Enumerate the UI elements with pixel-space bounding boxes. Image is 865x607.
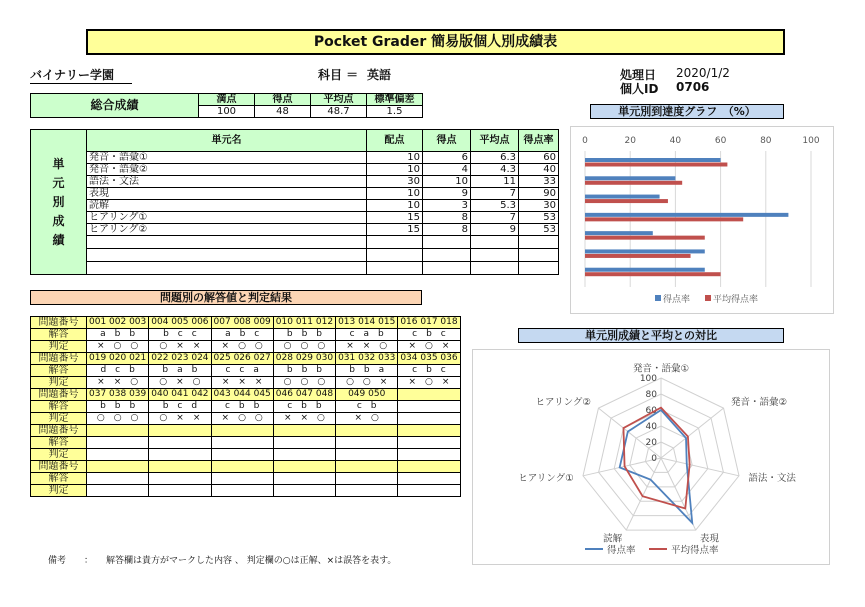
answer-row-label: 問題番号 xyxy=(31,461,87,473)
answer-row-answers xyxy=(31,437,461,449)
answer-cell: c a b xyxy=(336,329,398,341)
summary-row-label: 総合成績 xyxy=(31,94,199,118)
answer-cell xyxy=(149,449,211,461)
unit-cell: 7 xyxy=(471,212,519,224)
answer-row-label: 問題番号 xyxy=(31,389,87,401)
unit-cell: 10 xyxy=(423,176,471,188)
answer-cell: 022 023 024 xyxy=(149,353,211,365)
answers-table xyxy=(30,316,461,497)
answer-cell xyxy=(273,473,335,485)
answer-cell xyxy=(336,425,398,437)
unit-cell xyxy=(87,249,367,262)
unit-header: 得点 xyxy=(423,130,471,152)
answer-row-judges xyxy=(31,485,461,497)
unit-cell xyxy=(367,236,423,249)
radar-chart xyxy=(473,350,829,564)
answer-cell: b c d xyxy=(149,401,211,413)
unit-cell: 7 xyxy=(471,188,519,200)
answer-row-answers xyxy=(31,401,461,413)
unit-cell: 8 xyxy=(423,224,471,236)
summary-header: 平均点 xyxy=(311,94,367,106)
answer-cell xyxy=(87,425,149,437)
answer-cell: ○ × × xyxy=(149,413,211,425)
answer-row-judges xyxy=(31,377,461,389)
unit-side-label xyxy=(31,130,87,275)
answer-cell: b a b xyxy=(149,365,211,377)
answer-cell: × × ○ xyxy=(273,413,335,425)
answer-cell: × × ○ xyxy=(87,377,149,389)
answer-cell xyxy=(398,401,460,413)
id-label: 個人ID xyxy=(620,82,659,96)
answer-cell: 049 050 xyxy=(336,389,398,401)
summary-header: 得点 xyxy=(255,94,311,106)
unit-cell: 10 xyxy=(367,188,423,200)
unit-cell: 53 xyxy=(519,212,559,224)
answer-cell: c b c xyxy=(398,329,460,341)
answer-cell xyxy=(87,461,149,473)
answer-cell: ○ ○ ○ xyxy=(273,341,335,353)
answer-cell: 031 032 033 xyxy=(336,353,398,365)
unit-cell: 読解 xyxy=(87,200,367,212)
answer-cell xyxy=(398,449,460,461)
radar-category-label: ヒアリング② xyxy=(535,397,591,409)
unit-cell: 5.3 xyxy=(471,200,519,212)
radar-chart-title: 単元別成績と平均との対比 xyxy=(518,328,784,343)
answer-row-label: 問題番号 xyxy=(31,317,87,329)
bar-rate xyxy=(585,176,675,180)
radar-category-label: 発音・語彙① xyxy=(632,363,690,375)
unit-side-char: 単 xyxy=(52,156,65,171)
answer-row-qnums xyxy=(31,425,461,437)
unit-cell: 30 xyxy=(519,200,559,212)
bar-tick-label: 80 xyxy=(760,136,772,146)
bar-rate xyxy=(585,195,660,199)
answer-cell: × ○ xyxy=(336,413,398,425)
answer-cell: 040 041 042 xyxy=(149,389,211,401)
unit-side-char: 別 xyxy=(52,194,65,209)
unit-cell: 30 xyxy=(367,176,423,188)
answer-cell: c b b xyxy=(211,401,273,413)
answer-cell: b b b xyxy=(273,365,335,377)
answer-row-judges xyxy=(31,413,461,425)
unit-cell: 語法・文法 xyxy=(87,176,367,188)
unit-cell: 11 xyxy=(471,176,519,188)
unit-table xyxy=(30,129,559,275)
answer-cell xyxy=(149,473,211,485)
unit-cell xyxy=(471,236,519,249)
summary-value: 48 xyxy=(255,106,311,118)
radar-chart-box xyxy=(472,349,830,565)
answer-cell: ○ ○ ○ xyxy=(273,377,335,389)
id-value: 0706 xyxy=(676,80,710,94)
unit-cell: ヒアリング② xyxy=(87,224,367,236)
bar-chart-box xyxy=(570,126,834,314)
table-row xyxy=(31,152,559,164)
answer-cell xyxy=(398,461,460,473)
answer-cell: ○ ○ × xyxy=(336,377,398,389)
answer-cell: b b b xyxy=(273,329,335,341)
bar-rate xyxy=(585,249,705,253)
unit-cell xyxy=(87,236,367,249)
answer-cell xyxy=(211,485,273,497)
unit-cell: 10 xyxy=(367,152,423,164)
bar-tick-label: 100 xyxy=(802,136,820,146)
bar-rate xyxy=(585,158,721,162)
summary-table xyxy=(30,93,423,118)
answer-cell: × ○ ○ xyxy=(211,413,273,425)
table-row xyxy=(31,188,559,200)
unit-header: 得点率 xyxy=(519,130,559,152)
answer-row-label: 解答 xyxy=(31,401,87,413)
report-title: Pocket Grader 簡易版個人別成績表 xyxy=(86,29,785,55)
bar-avg xyxy=(585,217,743,221)
unit-cell: 3 xyxy=(423,200,471,212)
summary-header: 満点 xyxy=(199,94,255,106)
answer-cell xyxy=(211,449,273,461)
answer-cell: 034 035 036 xyxy=(398,353,460,365)
answer-cell: × ○ × xyxy=(398,341,460,353)
answer-cell: b b b xyxy=(87,401,149,413)
unit-cell xyxy=(367,249,423,262)
legend-label: 平均得点率 xyxy=(671,545,719,556)
unit-cell: 53 xyxy=(519,224,559,236)
radar-tick-label: 40 xyxy=(645,422,657,432)
unit-cell xyxy=(471,249,519,262)
unit-cell: 9 xyxy=(423,188,471,200)
answer-row-qnums xyxy=(31,353,461,365)
answer-cell: 037 038 039 xyxy=(87,389,149,401)
bar-rate xyxy=(585,231,653,235)
bar-rate xyxy=(585,268,705,272)
note-text: 解答欄は貴方がマークした内容 、 判定欄の○は正解、×は誤答を表す。 xyxy=(106,556,397,566)
answer-cell: c b c xyxy=(398,365,460,377)
answer-cell: ○ × × xyxy=(149,341,211,353)
answer-row-judges xyxy=(31,341,461,353)
answer-cell xyxy=(398,485,460,497)
unit-cell: 4 xyxy=(423,164,471,176)
unit-side-char: 元 xyxy=(52,175,65,190)
answer-cell xyxy=(149,425,211,437)
table-row xyxy=(31,212,559,224)
bar-tick-label: 0 xyxy=(582,136,588,146)
unit-cell: 90 xyxy=(519,188,559,200)
answer-cell: 043 044 045 xyxy=(211,389,273,401)
legend-label: 得点率 xyxy=(663,295,691,305)
answer-row-label: 解答 xyxy=(31,437,87,449)
unit-cell xyxy=(471,262,519,275)
answer-cell: 004 005 006 xyxy=(149,317,211,329)
bar-chart-title: 単元別到達度グラフ （%） xyxy=(590,104,784,119)
answer-cell: 028 029 030 xyxy=(273,353,335,365)
bar-tick-label: 20 xyxy=(624,136,636,146)
answer-cell: 007 008 009 xyxy=(211,317,273,329)
unit-header-row xyxy=(31,130,559,152)
answer-cell: × ○ × xyxy=(398,377,460,389)
answer-cell xyxy=(273,461,335,473)
answer-cell: 013 014 015 xyxy=(336,317,398,329)
unit-cell: 60 xyxy=(519,152,559,164)
answer-cell: 019 020 021 xyxy=(87,353,149,365)
unit-cell xyxy=(423,236,471,249)
answer-cell: c b xyxy=(336,401,398,413)
table-row xyxy=(31,176,559,188)
table-row xyxy=(31,224,559,236)
bar-avg xyxy=(585,199,668,203)
unit-cell: 発音・語彙② xyxy=(87,164,367,176)
answer-cell: c b b xyxy=(273,401,335,413)
unit-cell xyxy=(367,262,423,275)
unit-cell: 10 xyxy=(367,200,423,212)
summary-value: 1.5 xyxy=(367,106,423,118)
answer-cell xyxy=(149,437,211,449)
answer-cell: ○ × ○ xyxy=(149,377,211,389)
answer-cell: 025 026 027 xyxy=(211,353,273,365)
table-row xyxy=(31,164,559,176)
answer-cell: a b c xyxy=(211,329,273,341)
bar-rate xyxy=(585,213,788,217)
answer-row-label: 判定 xyxy=(31,413,87,425)
answer-row-label: 判定 xyxy=(31,449,87,461)
unit-header: 配点 xyxy=(367,130,423,152)
answer-cell: × × × xyxy=(211,377,273,389)
summary-value: 100 xyxy=(199,106,255,118)
answer-cell xyxy=(398,437,460,449)
subject-value: 英語 xyxy=(367,68,392,82)
unit-cell xyxy=(423,262,471,275)
answer-cell xyxy=(398,473,460,485)
answer-cell xyxy=(273,425,335,437)
date-value: 2020/1/2 xyxy=(676,66,730,80)
answer-cell xyxy=(149,461,211,473)
table-row xyxy=(31,200,559,212)
unit-side-char: 績 xyxy=(52,232,65,247)
school-name: バイナリー学園 xyxy=(30,66,132,84)
answer-cell xyxy=(87,485,149,497)
unit-header: 平均点 xyxy=(471,130,519,152)
answer-row-qnums xyxy=(31,389,461,401)
answer-cell: b c c xyxy=(149,329,211,341)
answer-cell xyxy=(273,485,335,497)
answer-cell: × ○ ○ xyxy=(87,341,149,353)
answer-row-label: 判定 xyxy=(31,377,87,389)
answer-cell: 016 017 018 xyxy=(398,317,460,329)
radar-category-label: 表現 xyxy=(699,533,719,545)
answer-cell xyxy=(211,437,273,449)
answer-cell xyxy=(398,425,460,437)
unit-cell: 4.3 xyxy=(471,164,519,176)
bar-avg xyxy=(585,163,727,167)
answer-row-answers xyxy=(31,473,461,485)
answer-row-label: 解答 xyxy=(31,365,87,377)
subject-label: 科目 ＝ xyxy=(318,68,359,82)
answer-cell: 010 011 012 xyxy=(273,317,335,329)
answer-cell xyxy=(336,437,398,449)
answer-row-judges xyxy=(31,449,461,461)
answer-row-label: 判定 xyxy=(31,485,87,497)
unit-cell: 9 xyxy=(471,224,519,236)
radar-category-label: ヒアリング① xyxy=(518,472,574,484)
answer-cell xyxy=(87,473,149,485)
answer-cell xyxy=(211,473,273,485)
answer-cell: × ○ ○ xyxy=(211,341,273,353)
bar-tick-label: 40 xyxy=(669,136,682,146)
radar-tick-label: 100 xyxy=(639,374,657,384)
table-row xyxy=(31,249,559,262)
radar-category-label: 語法・文法 xyxy=(748,472,796,484)
unit-cell xyxy=(519,262,559,275)
answer-cell xyxy=(398,413,460,425)
answer-cell xyxy=(398,389,460,401)
answer-row-label: 判定 xyxy=(31,341,87,353)
bar-tick-label: 60 xyxy=(714,136,727,146)
answer-cell xyxy=(87,449,149,461)
unit-cell: 33 xyxy=(519,176,559,188)
unit-cell: ヒアリング① xyxy=(87,212,367,224)
answer-cell xyxy=(336,461,398,473)
radar-tick-label: 20 xyxy=(645,438,657,448)
answer-row-label: 解答 xyxy=(31,329,87,341)
answer-cell xyxy=(211,425,273,437)
answer-cell xyxy=(273,449,335,461)
answer-cell xyxy=(211,461,273,473)
answer-row-qnums xyxy=(31,461,461,473)
answer-cell: 046 047 048 xyxy=(273,389,335,401)
answers-section-title: 問題別の解答値と判定結果 xyxy=(30,290,422,305)
summary-header: 標準偏差 xyxy=(367,94,423,106)
unit-cell: 40 xyxy=(519,164,559,176)
summary-value: 48.7 xyxy=(311,106,367,118)
radar-axis xyxy=(626,458,661,530)
unit-cell: 8 xyxy=(423,212,471,224)
unit-cell xyxy=(519,249,559,262)
radar-category-label: 発音・語彙② xyxy=(731,397,788,409)
legend-swatch xyxy=(655,295,661,301)
bar-chart xyxy=(571,127,833,313)
unit-cell: 15 xyxy=(367,212,423,224)
radar-tick-label: 60 xyxy=(645,406,657,416)
answer-cell: d c b xyxy=(87,365,149,377)
unit-cell: 表現 xyxy=(87,188,367,200)
unit-cell xyxy=(87,262,367,275)
unit-cell: 15 xyxy=(367,224,423,236)
answer-cell xyxy=(336,485,398,497)
answer-cell: b b a xyxy=(336,365,398,377)
legend-label: 得点率 xyxy=(607,545,636,556)
date-label: 処理日 xyxy=(620,68,657,82)
note-label: 備考 ： xyxy=(48,556,94,566)
answer-cell: c c a xyxy=(211,365,273,377)
bar-avg xyxy=(585,254,691,258)
answer-cell xyxy=(87,437,149,449)
bar-avg xyxy=(585,181,682,185)
radar-category-label: 読解 xyxy=(603,533,623,545)
answer-cell xyxy=(336,473,398,485)
answer-row-label: 問題番号 xyxy=(31,353,87,365)
bar-avg xyxy=(585,272,721,276)
unit-header: 単元名 xyxy=(87,130,367,152)
legend-swatch xyxy=(705,295,711,301)
table-row xyxy=(31,262,559,275)
legend-label: 平均得点率 xyxy=(713,295,759,305)
unit-cell xyxy=(519,236,559,249)
radar-tick-label: 0 xyxy=(651,454,657,464)
answer-row-label: 解答 xyxy=(31,473,87,485)
answer-cell: ○ ○ ○ xyxy=(87,413,149,425)
unit-cell: 10 xyxy=(367,164,423,176)
answer-cell: 001 002 003 xyxy=(87,317,149,329)
answer-row-answers xyxy=(31,365,461,377)
unit-cell xyxy=(423,249,471,262)
answer-cell xyxy=(336,449,398,461)
answer-cell xyxy=(273,437,335,449)
table-row xyxy=(31,236,559,249)
unit-cell: 発音・語彙① xyxy=(87,152,367,164)
answer-cell xyxy=(149,485,211,497)
answer-row-answers xyxy=(31,329,461,341)
unit-cell: 6.3 xyxy=(471,152,519,164)
answer-row-label: 問題番号 xyxy=(31,425,87,437)
answer-cell: a b b xyxy=(87,329,149,341)
answer-row-qnums xyxy=(31,317,461,329)
unit-cell: 6 xyxy=(423,152,471,164)
unit-side-char: 成 xyxy=(52,213,65,228)
answer-cell: × × ○ xyxy=(336,341,398,353)
radar-tick-label: 80 xyxy=(645,390,657,400)
radar-axis xyxy=(661,458,696,530)
bar-avg xyxy=(585,236,705,240)
